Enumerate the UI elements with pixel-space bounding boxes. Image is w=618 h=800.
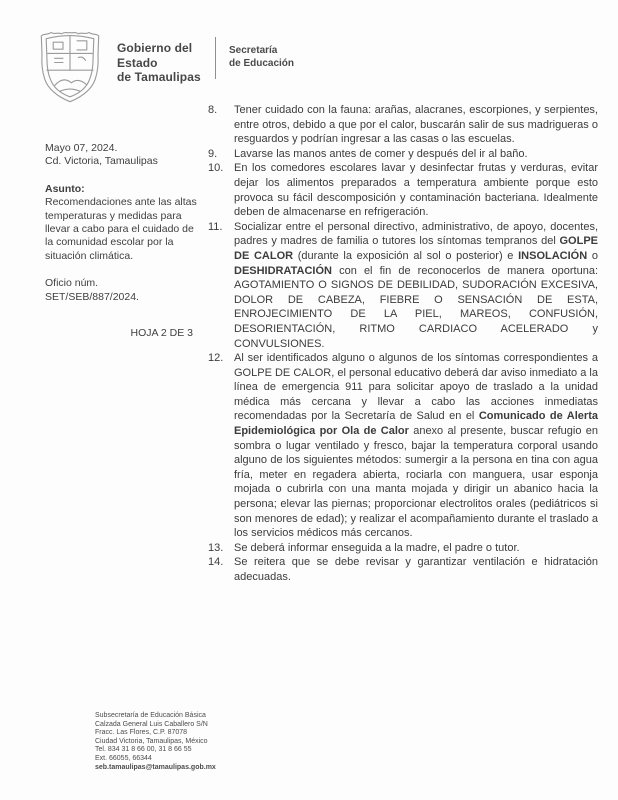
letter-city: Cd. Victoria, Tamaulipas <box>45 155 158 168</box>
item-number: 14. <box>208 556 224 569</box>
item-number: 8. <box>208 104 218 116</box>
oficio-number: SET/SEB/887/2024. <box>45 290 139 303</box>
list-item <box>208 555 598 584</box>
footer-line: Fracc. Las Flores, C.P. 87078 <box>95 729 188 737</box>
page-number-label: HOJA 2 DE 3 <box>130 327 193 340</box>
footer-email: seb.tamaulipas@tamaulipas.gob.mx <box>95 763 216 771</box>
list-item <box>208 351 598 541</box>
item-text: Lavarse las manos antes de comer y después del ir al baño. <box>234 147 528 160</box>
header-divider <box>215 37 216 79</box>
footer-line: Ext. 66055, 66344 <box>95 754 152 762</box>
department-name-line2: de Educación <box>229 57 295 69</box>
department-name-line1: Secretaría <box>229 45 278 56</box>
item-text: Al ser identificados alguno o algunos de los síntomas correspondientes a GOLPE DE CALOR, el personal educativo deberá dar aviso inmediato a la línea de emergencia 911 para solicitar apoyo de traslado a la unidad médica más cercana y llevar a cabo las acciones inmediatas recomendadas por la Secretaría de Salud en el Comunicado de Alerta Epidemiológica por Ola de Calor anexo al presente, buscar refugio en sombra o lugar ventilado y fresco, bajar la temperatura corporal usando alguno de los siguientes métodos: sumergir a la persona en tina con agua fría, meter en regadera abierta, rociarla con manguera, usar esponja mojada o cubrirla con una manta mojada y dirigir un abanico hacia la persona; elevar las piernas; proporcionar electrolitos orales (pediátricos si son menores de edad); y realizar el acompañamiento durante el traslado a los servicios médicos más cercanos. <box>234 352 598 540</box>
item-number: 13. <box>208 541 224 554</box>
list-item <box>208 220 598 351</box>
item-text: Socializar entre el personal directivo, administrativo, de apoyo, docentes, padres y madres de familia o tutores los síntomas tempranos del GOLPE DE CALOR (durante la exposición al sol o posterior) e INSOLACIÓN o DESHIDRATACIÓN con el fin de reconocerlos de manera oportuna: AGOTAMIENTO O SIGNOS DE DEBILIDAD, SUDORACIÓN EXCESIVA, DOLOR DE CABEZA, FIEBRE O SENSACIÓN DE ESTA, ENROJECIMIENTO DE LA PIEL, MAREOS, CONFUSIÓN, DESORIENTACIÓN, RITMO CARDIACO ACELERADO y CONVULSIONES. <box>234 220 598 350</box>
government-name-line1: Gobierno del Estado <box>117 41 193 70</box>
government-name <box>117 41 203 85</box>
government-name-line2: de Tamaulipas <box>117 70 201 84</box>
footer-lines <box>95 712 216 764</box>
subject-label: Asunto: <box>45 182 85 195</box>
footer-line: Tel. 834 31 8 66 00, 31 8 66 55 <box>95 746 192 754</box>
department-name <box>229 45 294 70</box>
list-item <box>208 103 598 147</box>
oficio-label: Oficio núm. <box>45 277 99 290</box>
footer-line: Subsecretaría de Educación Básica <box>95 712 206 719</box>
numbered-list <box>208 103 598 585</box>
item-text: Se deberá informar enseguida a la madre, el padre o tutor. <box>234 541 520 554</box>
item-number: 9. <box>208 147 218 160</box>
item-number: 11. <box>208 220 223 233</box>
item-text: Tener cuidado con la fauna: arañas, alacranes, escorpiones, y serpientes, entre otros, debido a que por el calor, buscarán salir de sus madrigueras o resguardos y podrían ingresar a las casas o las escuelas. <box>234 104 598 146</box>
item-number: 10. <box>208 162 224 175</box>
footer-line: Ciudad Victoria, Tamaulipas, México <box>95 737 208 745</box>
letter-meta-sidebar <box>45 142 197 340</box>
letter-date: Mayo 07, 2024. <box>45 142 118 154</box>
subject-text: Recomendaciones ante las altas temperaturas y medidas para llevar a cabo para el cuidado de la comunidad escolar por la situación climática. <box>45 196 197 262</box>
item-text: Se reitera que se debe revisar y garantizar ventilación e hidratación adecuadas. <box>234 556 598 583</box>
list-item <box>208 541 598 556</box>
list-item <box>208 147 598 162</box>
list-item <box>208 161 598 219</box>
footer-line: Calzada General Luis Caballero S/N <box>95 720 208 728</box>
item-text: En los comedores escolares lavar y desinfectar frutas y verduras, evitar dejar los alimentos preparados a temperatura ambiente porque esto provoca su fácil descomposición y contaminación bacteriana. Idealmente deben de almacenarse en refrigeración. <box>234 162 598 219</box>
footer-address <box>95 712 216 772</box>
letterhead <box>35 26 294 106</box>
item-number: 12. <box>208 352 224 365</box>
tamaulipas-coat-of-arms-icon <box>35 26 105 106</box>
